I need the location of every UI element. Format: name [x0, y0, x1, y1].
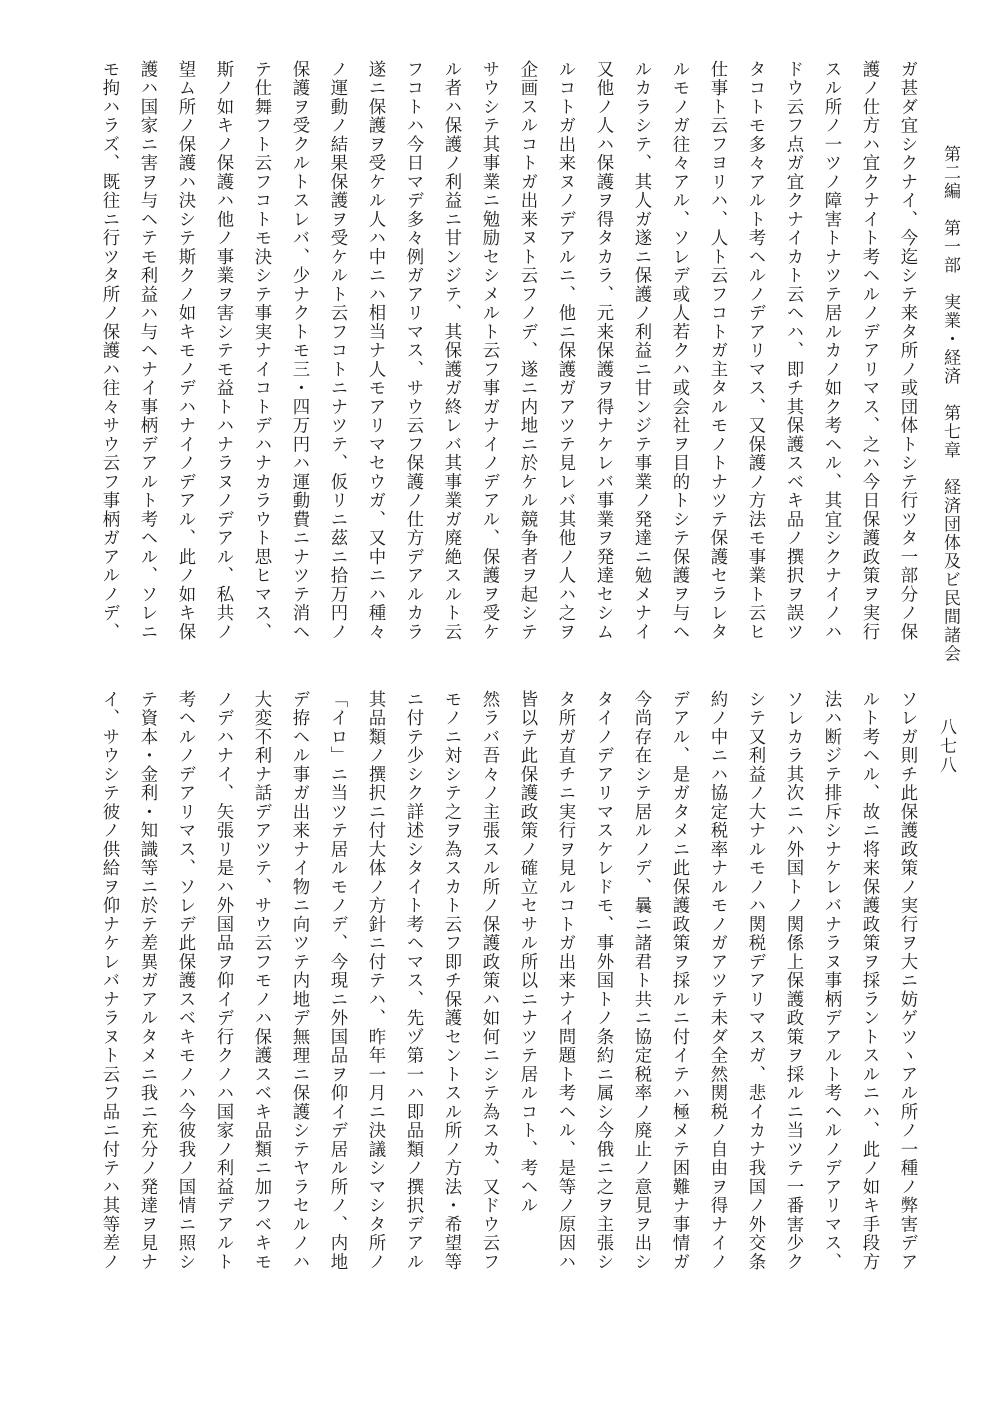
text-column: 又他ノ人ハ保護ヲ得タカラ、元来保護ヲ得ナケレバ事業ヲ発達セシム	[593, 60, 613, 642]
text-column: モ拘ハラズ、既往ニ行ツタ所ノ保護ハ往々サウ云フ事柄ガアルノデ、	[99, 60, 119, 642]
text-column: テ仕舞フト云フコトモ決シテ事実ナイコトデハナカラウト思ヒマス、	[251, 60, 271, 642]
text-column: テ資本・金利・知識等ニ於テ差異ガアルタメニ我ニ充分ノ発達ヲ見ナ	[137, 690, 157, 1272]
text-column: タコトモ多々アルト考ヘルノデアリマス、又保護ノ方法モ事業ト云ヒ	[745, 60, 765, 642]
text-column: 今尚存在シテ居ルノデ、曩ニ諸君ト共ニ協定税率ノ廃止ノ意見ヲ出シ	[631, 690, 651, 1272]
text-column: デアル、是ガタメニ此保護政策ヲ採ルニ付イテハ極メテ困難ナ事情ガ	[669, 690, 689, 1272]
text-column: デ拵ヘル事ガ出来ナイ物ニ向ツテ内地デ無理ニ保護シテヤラセルノハ	[289, 690, 309, 1272]
text-column: ルカラシテ、其人ガ遂ニ保護ノ利益ニ甘ンジテ事業ノ発達ニ勉メナイ	[631, 60, 651, 642]
text-column: タイノデアリマスケレドモ、事外国トノ条約ニ属シ今俄ニ之ヲ主張シ	[593, 690, 613, 1272]
text-column: ルト考ヘル、故ニ将来保護政策ヲ採ラントスルニハ、此ノ如キ手段方	[859, 690, 879, 1272]
text-column: ノ運動ノ結果保護ヲ受ケルト云フコトニナツテ、仮リニ茲ニ拾万円ノ	[327, 60, 347, 642]
text-column: ルモノガ往々アル、ソレデ或人若クハ或会社ヲ目的トシテ保護ヲ与ヘ	[669, 60, 689, 642]
page-number: 八七八	[936, 718, 956, 775]
text-column: 護ノ仕方ハ宜クナイト考ヘルノデアリマス、之ハ今日保護政策ヲ実行	[859, 60, 879, 642]
text-column: ガ甚ダ宜シクナイ、今迄シテ来タ所ノ或団体トシテ行ツタ一部分ノ保	[897, 60, 917, 642]
text-column: 企画スルコトガ出来ヌト云フノデ、遂ニ内地ニ於ケル競争者ヲ起シテ	[517, 60, 537, 642]
running-header: 第二編 第一部 実業・経済 第七章 経済団体及ビ民間諸会	[940, 145, 960, 663]
text-column: 遂ニ保護ヲ受ケル人ハ中ニハ相当ナ人モアリマセウガ、又中ニハ種々	[365, 60, 385, 642]
text-column: ソレカラ其次ニハ外国トノ関係上保護政策ヲ採ルニ当ツテ一番害少ク	[783, 690, 803, 1272]
text-column: ソレガ則チ此保護政策ノ実行ヲ大ニ妨ゲツヽアル所ノ一種ノ弊害デア	[897, 690, 917, 1272]
text-column: サウシテ其事業ニ勉励セシメルト云フ事ガナイノデアル、保護ヲ受ケ	[479, 60, 499, 642]
text-column: シテ又利益ノ大ナルモノハ関税デアリマスガ、悲イカナ我国ノ外交条	[745, 690, 765, 1272]
text-column: ル者ハ保護ノ利益ニ甘ンジテ、其保護ガ終レバ其事業ガ廃絶スルト云	[441, 60, 461, 642]
text-column: 大変不利ナ話デアツテ、サウ云フモノハ保護スベキ品類ニ加フベキモ	[251, 690, 271, 1272]
text-column: ニ付テ少シク詳述シタイト考ヘマス、先ヅ第一ハ即品類ノ撰択デアル	[403, 690, 423, 1272]
text-column: 「イロ」ニ当ツテ居ルモノデ、今現ニ外国品ヲ仰イデ居ル所ノ、内地	[327, 690, 347, 1272]
text-column: ルコトガ出来ヌノデアルニ、他ニ保護ガアツテ見レバ其他ノ人ハ之ヲ	[555, 60, 575, 642]
text-column: イ、サウシテ彼ノ供給ヲ仰ナケレバナラヌト云フ品ニ付テハ其等差ノ	[99, 690, 119, 1272]
text-column: 保護ヲ受クルトスレバ、少ナクトモ三・四万円ハ運動費ニナツテ消ヘ	[289, 60, 309, 642]
text-column: ノデハナイ、矢張リ是ハ外国品ヲ仰イデ行クノハ国家ノ利益デアルト	[213, 690, 233, 1272]
text-column: 望ム所ノ保護ハ決シテ斯クノ如キモノデハナイノデアル、此ノ如キ保	[175, 60, 195, 642]
text-column: 約ノ中ニハ協定税率ナルモノガアツテ未ダ全然関税ノ自由ヲ得ナイノ	[707, 690, 727, 1272]
text-column: 仕事ト云フヨリハ、人ト云フコトガ主タルモノトナツテ保護セラレタ	[707, 60, 727, 642]
text-column: 考ヘルノデアリマス、ソレデ此保護スベキモノハ今彼我ノ国情ニ照シ	[175, 690, 195, 1272]
text-column: 其品類ノ撰択ニ付大体ノ方針ニ付テハ、昨年一月ニ決議シマシタ所ノ	[365, 690, 385, 1272]
text-column: スル所ノ一ツノ障害トナツテ居ルカノ如ク考ヘル、其宜シクナイノハ	[821, 60, 841, 642]
text-column: 皆以テ此保護政策ノ確立セサル所以ニナツテ居ルコト、考ヘル	[517, 690, 537, 1215]
text-column: フコトハ今日マデ多々例ガアリマス、サウ云フ保護ノ仕方デアルカラ	[403, 60, 423, 642]
text-column: ドウ云フ点ガ宜クナイカト云ヘハ、即チ其保護スベキ品ノ撰択ヲ誤ツ	[783, 60, 803, 642]
text-column: 然ラバ吾々ノ主張スル所ノ保護政策ハ如何ニシテ為スカ、又ドウ云フ	[479, 690, 499, 1272]
text-column: タ所ガ直チニ実行ヲ見ルコトガ出来ナイ問題ト考ヘル、是等ノ原因ハ	[555, 690, 575, 1272]
text-column: 護ハ国家ニ害ヲ与ヘテモ利益ハ与ヘナイ事柄デアルト考ヘル、ソレニ	[137, 60, 157, 642]
text-column: 斯ノ如キノ保護ハ他ノ事業ヲ害シテモ益トハナラヌノデアル、私共ノ	[213, 60, 233, 642]
text-column: 法ハ断ジテ排斥シナケレバナラヌ事柄デアルト考ヘルノデアリマス、	[821, 690, 841, 1272]
text-column: モノニ対シテ之ヲ為スカト云フ即チ保護セントスル所ノ方法・希望等	[441, 690, 461, 1272]
